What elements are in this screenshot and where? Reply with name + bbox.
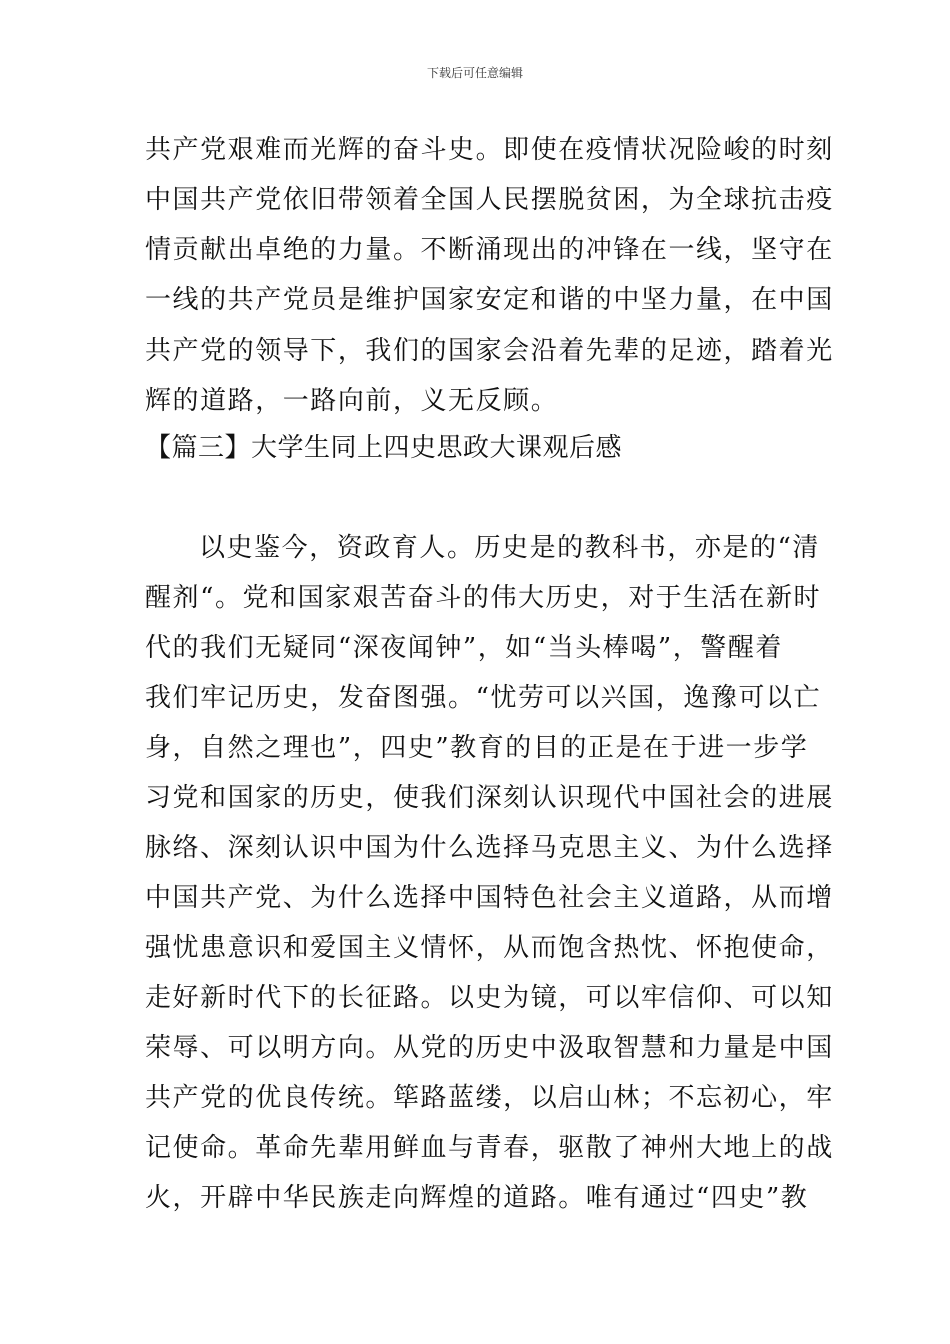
section-heading: 【篇三】大学生同上四史思政大课观后感 <box>145 433 623 463</box>
paragraph-line: 火，开辟中华民族走向辉煌的道路。唯有通过“四史”教 <box>145 1183 809 1213</box>
paragraph-line: 中国共产党依旧带领着全国人民摆脱贫困，为全球抗击疫 <box>145 185 834 215</box>
paragraph-line: 记使命。革命先辈用鲜血与青春，驱散了神州大地上的战 <box>145 1133 834 1163</box>
paragraph-line: 共产党的领导下，我们的国家会沿着先辈的足迹，踏着光 <box>145 336 834 366</box>
paragraph-line: 辉的道路，一路向前，义无反顾。 <box>145 386 559 416</box>
paragraph-line: 共产党的优良传统。筚路蓝缕，以启山林；不忘初心，牢 <box>145 1083 834 1113</box>
paragraph-line: 脉络、深刻认识中国为什么选择马克思主义、为什么选择 <box>145 833 834 863</box>
paragraph-line: 我们牢记历史，发奋图强。“忧劳可以兴国，逸豫可以亡 <box>145 683 822 713</box>
paragraph-line: 荣辱、可以明方向。从党的历史中汲取智慧和力量是中国 <box>145 1033 834 1063</box>
paragraph-line: 强忧患意识和爱国主义情怀，从而饱含热忱、怀抱使命， <box>145 933 834 963</box>
paragraph-line: 共产党艰难而光辉的奋斗史。即使在疫情状况险峻的时刻 <box>145 135 834 165</box>
paragraph-line: 一线的共产党员是维护国家安定和谐的中坚力量，在中国 <box>145 285 834 315</box>
paragraph-line: 习党和国家的历史，使我们深刻认识现代中国社会的进展 <box>145 783 834 813</box>
page-header: 下载后可任意编辑 <box>426 66 523 80</box>
paragraph-line: 以史鉴今，资政育人。历史是的教科书，亦是的“清 <box>199 533 820 563</box>
paragraph-line: 醒剂“。党和国家艰苦奋斗的伟大历史，对于生活在新时 <box>145 583 822 613</box>
paragraph-line: 走好新时代下的长征路。以史为镜，可以牢信仰、可以知 <box>145 983 834 1013</box>
paragraph-line: 身，自然之理也”，四史”教育的目的正是在于进一步学 <box>145 733 809 763</box>
paragraph-line: 情贡献出卓绝的力量。不断涌现出的冲锋在一线，坚守在 <box>145 235 834 265</box>
paragraph-line: 代的我们无疑同“深夜闻钟”，如“当头棒喝”，警醒着 <box>145 633 783 663</box>
paragraph-line: 中国共产党、为什么选择中国特色社会主义道路，从而增 <box>145 883 834 913</box>
